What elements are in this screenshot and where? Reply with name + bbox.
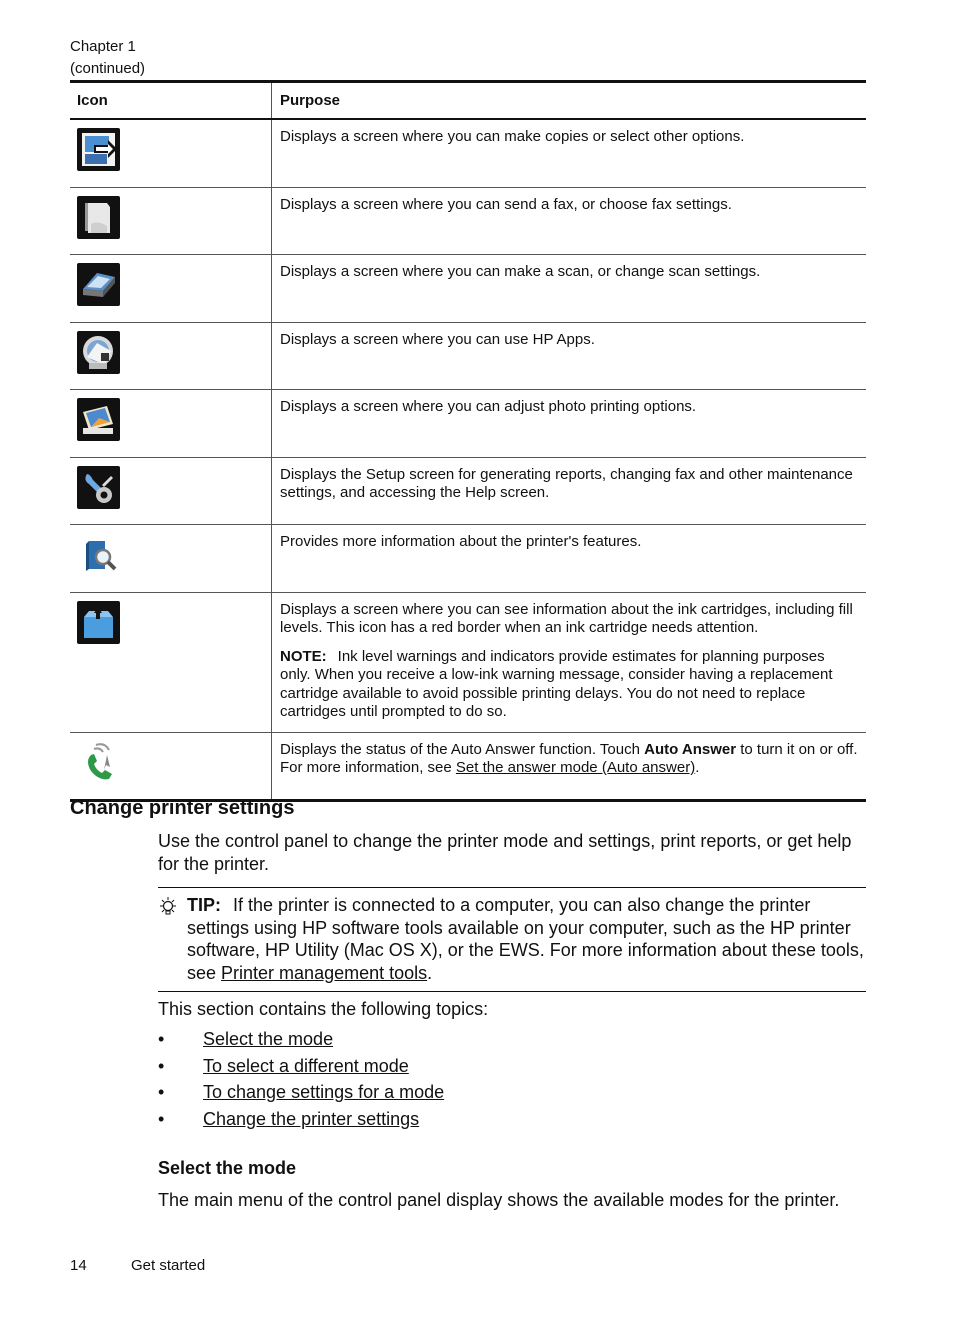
purpose-cell: Displays a screen where you can make a scan, or change scan settings.	[272, 255, 867, 323]
page-header	[70, 36, 145, 80]
table-header-row	[70, 82, 866, 120]
table-row	[70, 390, 866, 458]
section-intro: Use the control panel to change the printer mode and settings, print reports, or get help for the printer.	[158, 831, 852, 874]
purpose-cell: Displays the status of the Auto Answer function. Touch Auto Answer to turn it on or off. For more information, see Set the answer mode (Auto answer).	[272, 732, 867, 801]
auto-answer-link[interactable]: Set the answer mode (Auto answer)	[455, 759, 696, 776]
photo-icon	[77, 398, 120, 441]
continued-label: (continued)	[70, 60, 146, 77]
icon-table	[70, 80, 866, 802]
topic-link[interactable]: To select a different mode	[203, 1055, 409, 1076]
note	[280, 648, 858, 722]
bullet: •	[158, 1055, 165, 1076]
setup-icon	[77, 466, 120, 509]
table-row	[70, 732, 866, 801]
table-row	[70, 525, 866, 593]
tip-box: TIP: If the printer is connected to a computer, you can also change the printer settings using HP software tools available on your computer, such as the HP printer software, HP Utility (Mac OS X), or the EWS. For more information about these tools, see Printer management tools.	[158, 887, 866, 992]
purpose-cell: Displays the Setup screen for generating reports, changing fax and other maintenance settings, and accessing the Help screen.	[272, 457, 867, 525]
bullet: •	[158, 1029, 165, 1049]
auto-answer-icon	[77, 741, 120, 784]
help-icon	[77, 533, 120, 576]
column-header-icon: Icon	[70, 82, 272, 120]
purpose-cell: Displays a screen where you can use HP Apps.	[272, 322, 867, 390]
topics-intro: This section contains the following topics:	[158, 999, 489, 1019]
page-number: 14	[70, 1257, 87, 1274]
hp-apps-icon	[77, 331, 120, 374]
note-label: NOTE:	[280, 647, 327, 665]
topic-link[interactable]: Change the printer settings	[203, 1108, 420, 1129]
copy-icon	[77, 128, 120, 171]
table-row	[70, 119, 866, 187]
purpose-cell: Displays a screen where you can send a fax, or choose fax settings.	[272, 187, 867, 255]
bullet: •	[158, 1108, 165, 1129]
ink-icon	[77, 601, 120, 644]
chapter-label: Chapter 1	[70, 38, 136, 55]
column-header-purpose: Purpose	[272, 82, 867, 120]
purpose-cell: Displays a screen where you can see information about the ink cartridges, including fill levels. This icon has a red border when an ink cartridge needs attention.	[280, 600, 853, 636]
subsection-text: The main menu of the control panel display shows the available modes for the printer.	[158, 1190, 840, 1210]
tip-label: TIP:	[187, 895, 221, 915]
fax-icon	[77, 196, 120, 239]
table-row	[70, 187, 866, 255]
scan-icon	[77, 263, 120, 306]
table-row	[70, 592, 866, 732]
topic-link[interactable]: Select the mode	[203, 1029, 334, 1049]
purpose-cell: Provides more information about the printer's features.	[272, 525, 867, 593]
table-row	[70, 457, 866, 525]
subsection-title: Select the mode	[158, 1158, 297, 1178]
topic-link[interactable]: To change settings for a mode	[203, 1082, 445, 1102]
tip-text: If the printer is connected to a computer, you can also change the printer settings using HP software tools available on your computer, such as the HP printer software, HP Utility (Mac OS X), or the EWS. For more information about these tools, see	[187, 895, 864, 983]
note-text: Ink level warnings and indicators provide estimates for planning purposes only. When you receive a low-ink warning message, consider having a replacement cartridge available to avoid possible printing delays. You do not need to replace cartridges until prompted to do so.	[280, 647, 833, 720]
printer-management-tools-link[interactable]: Printer management tools	[221, 962, 428, 983]
table-row	[70, 322, 866, 390]
auto-answer-label: Auto Answer	[644, 740, 737, 758]
purpose-cell: Displays a screen where you can make copies or select other options.	[272, 119, 867, 187]
table-row	[70, 255, 866, 323]
bullet: •	[158, 1082, 165, 1102]
page-footer	[70, 1256, 205, 1276]
footer-label: Get started	[131, 1257, 206, 1274]
section-title: Change printer settings	[70, 797, 295, 819]
tip-bulb-icon	[158, 896, 178, 918]
purpose-cell: Displays a screen where you can adjust photo printing options.	[272, 390, 867, 458]
